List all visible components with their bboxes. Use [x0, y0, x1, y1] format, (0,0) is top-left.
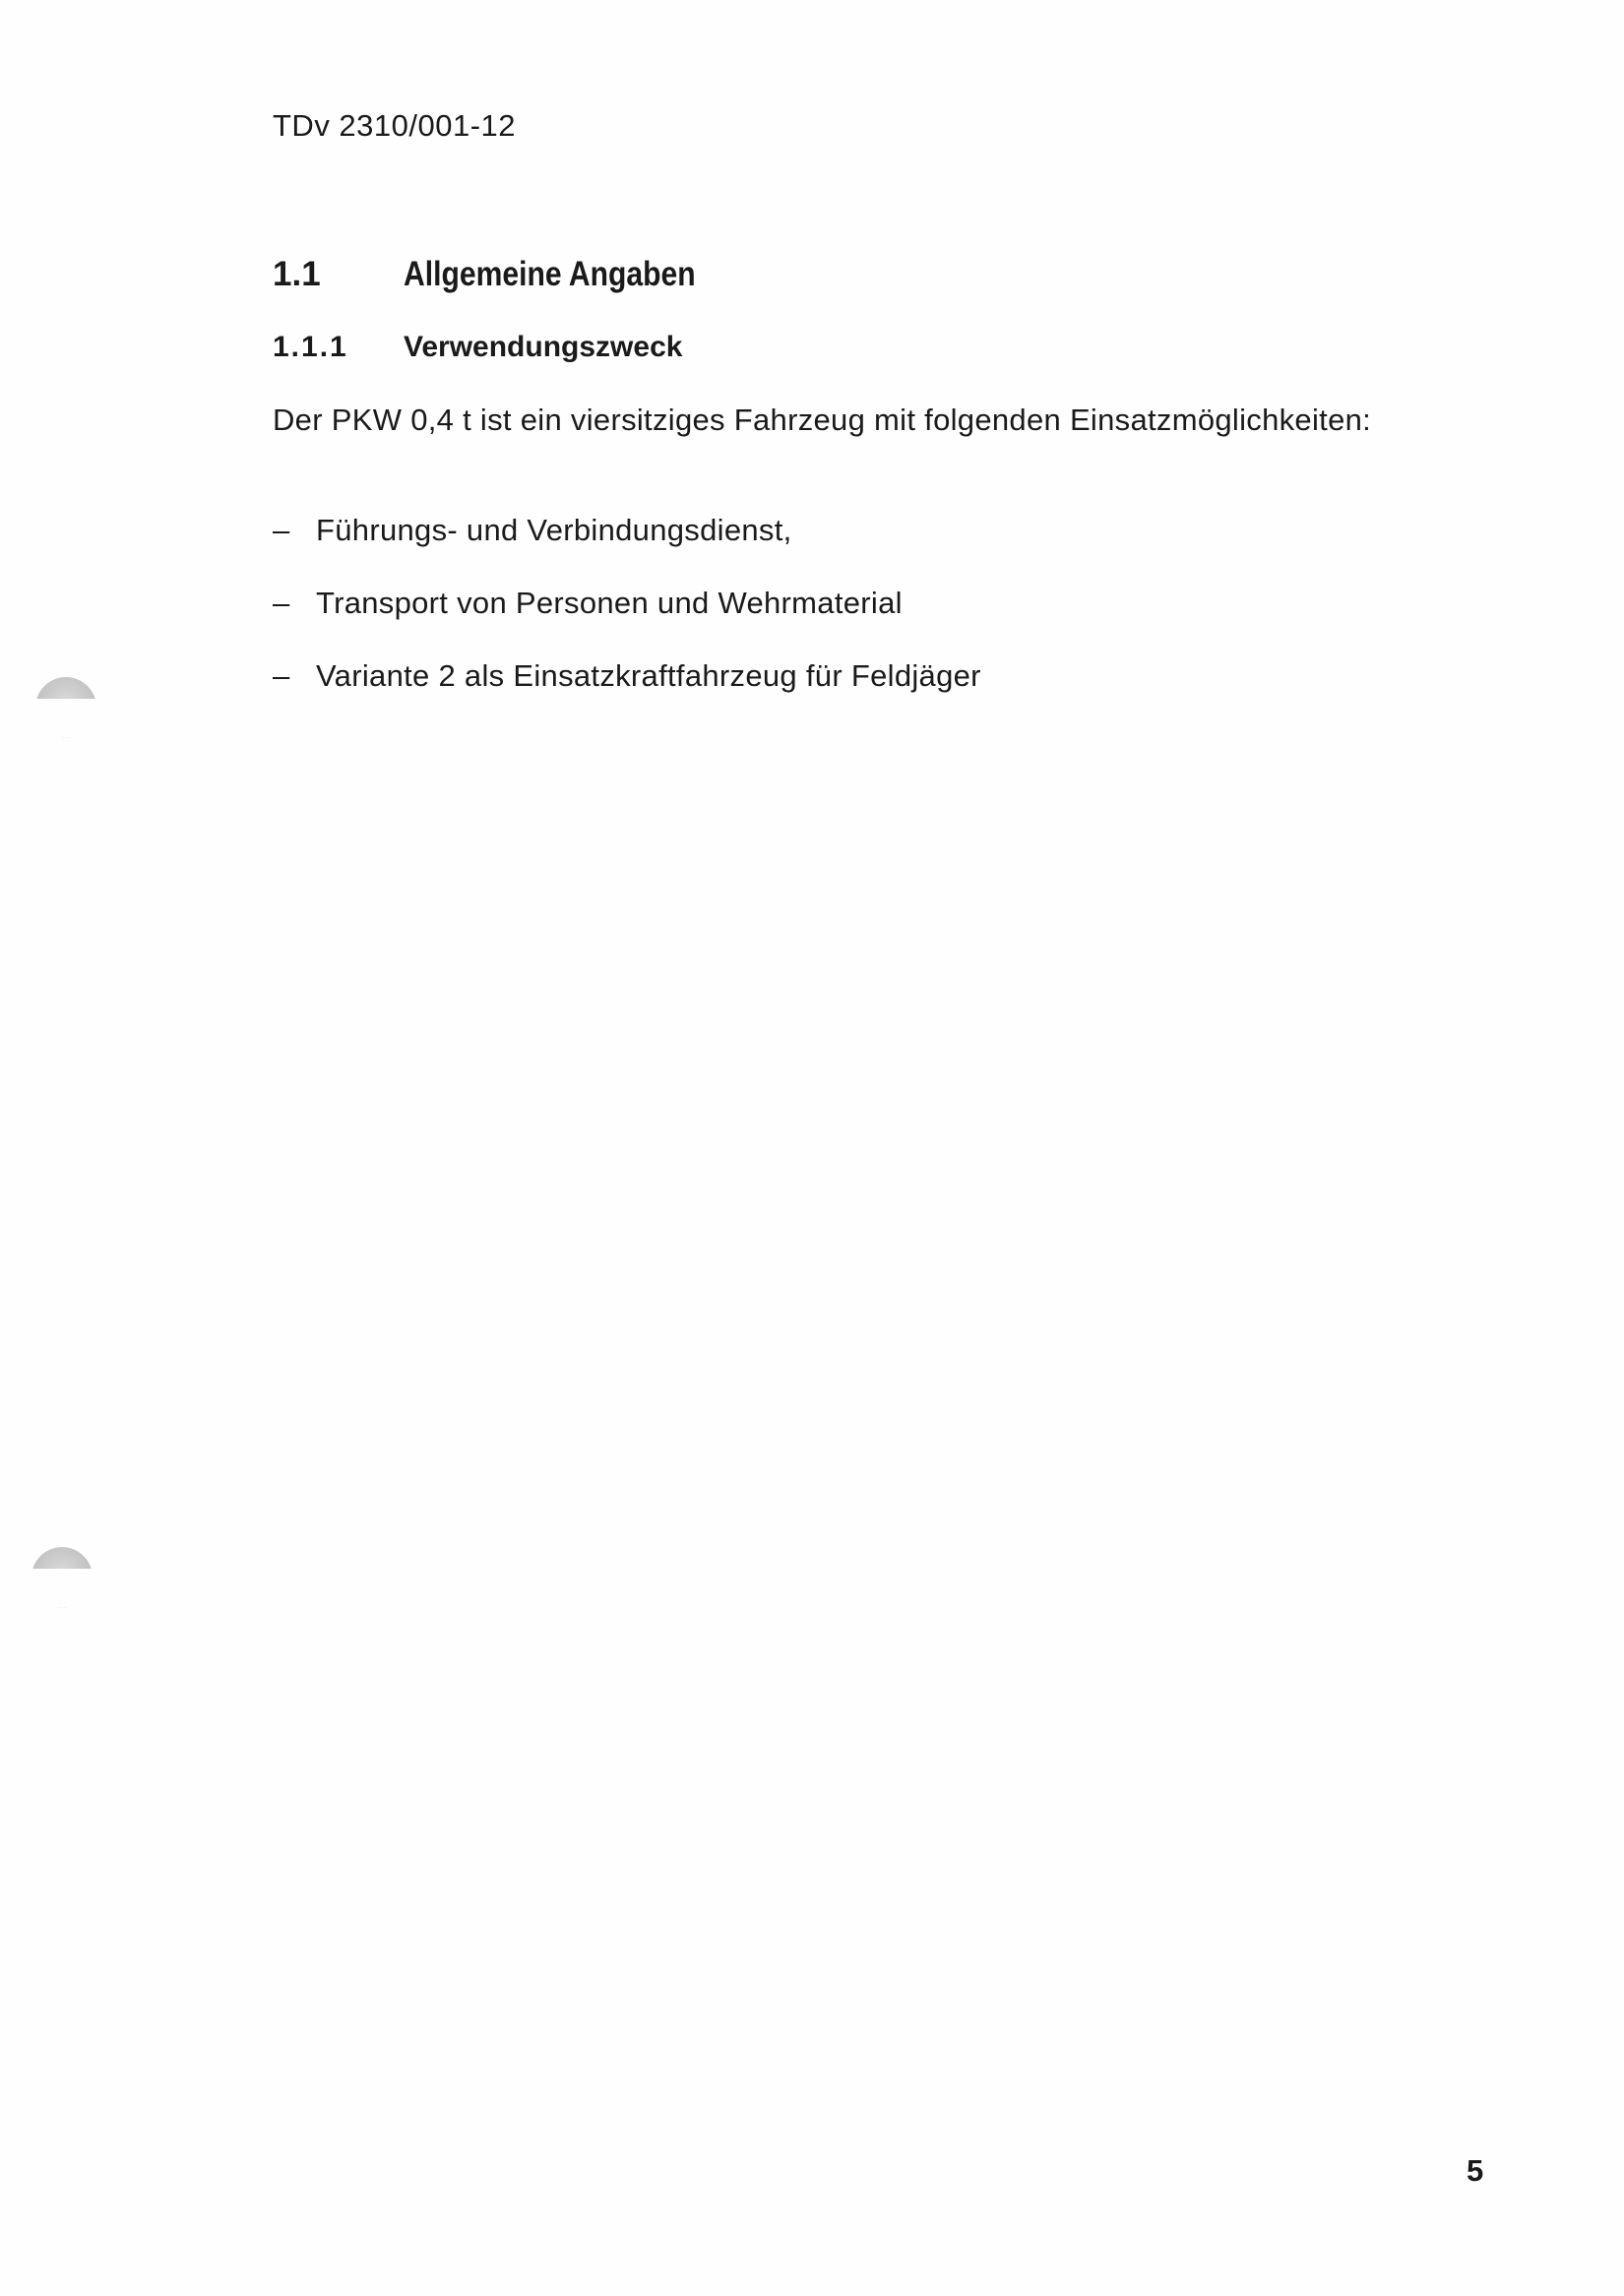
list-item [273, 586, 981, 658]
list-bullet: – [273, 586, 290, 620]
section-title: Allgemeine Angaben [404, 255, 696, 293]
list-item [273, 658, 981, 731]
punch-hole-bottom [31, 1547, 93, 1608]
list-bullet: – [273, 658, 290, 693]
intro-paragraph: Der PKW 0,4 t ist ein viersitziges Fahrzeug mit folgenden Einsatzmöglichkeiten: [273, 403, 1372, 437]
subsection-number: 1.1.1 [273, 331, 348, 363]
subsection-title: Verwendungszweck [404, 331, 683, 363]
usage-list [273, 513, 981, 731]
list-item [273, 513, 981, 586]
punch-hole-top [35, 677, 96, 738]
list-item-text: Variante 2 als Einsatzkraftfahrzeug für Feldjäger [316, 658, 981, 693]
list-bullet: – [273, 513, 290, 547]
page-number: 5 [1467, 2153, 1484, 2188]
section-number: 1.1 [273, 255, 321, 293]
document-id: TDv 2310/001-12 [273, 108, 517, 143]
list-item-text: Führungs- und Verbindungsdienst, [316, 513, 792, 547]
list-item-text: Transport von Personen und Wehrmaterial [316, 586, 903, 620]
